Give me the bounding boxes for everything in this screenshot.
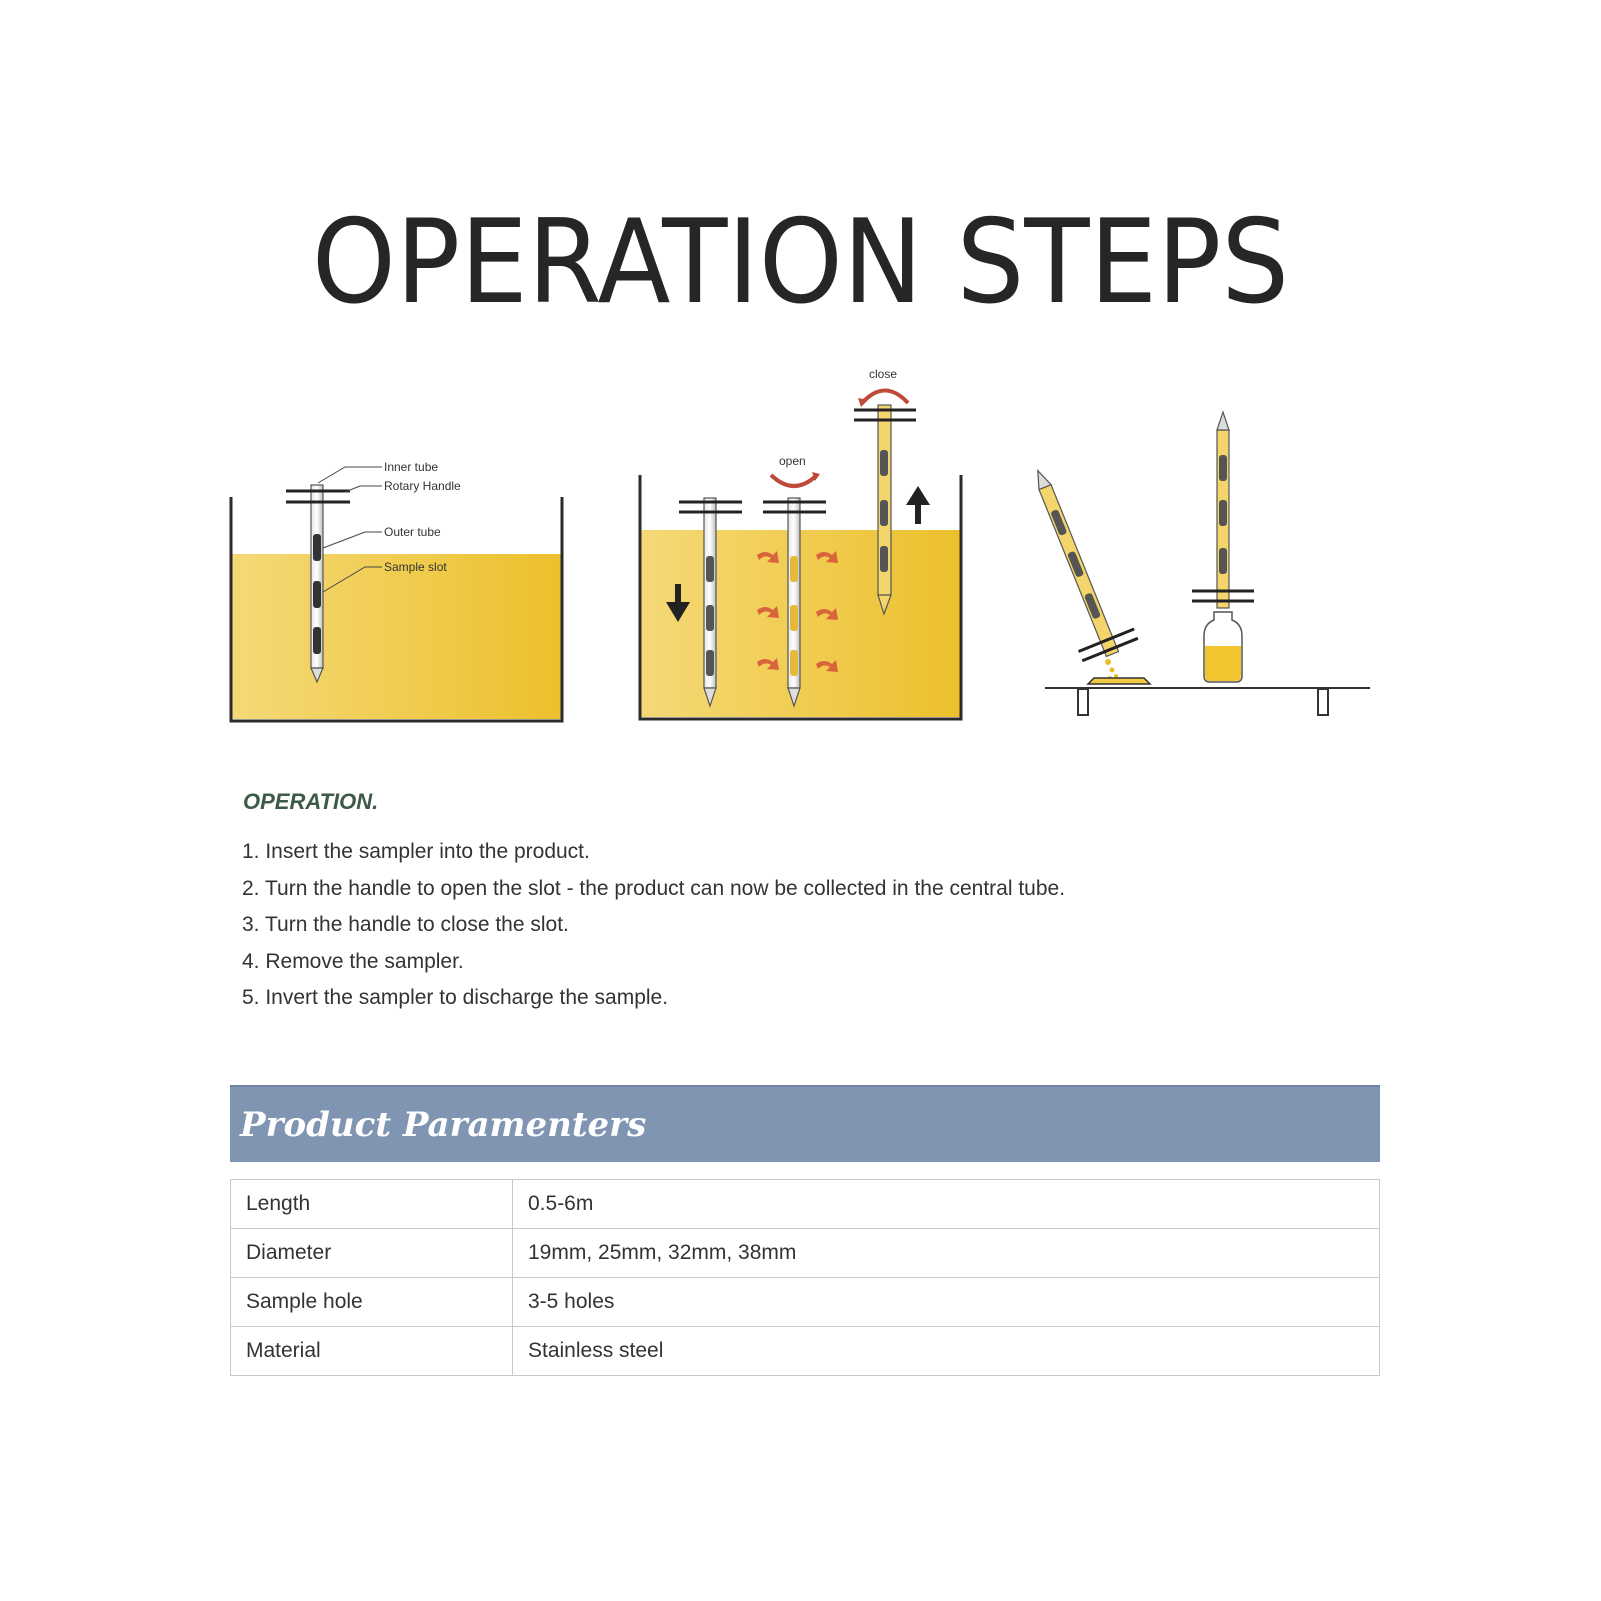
step-item: 1. Insert the sampler into the product. — [242, 840, 590, 863]
close-label: close — [869, 367, 898, 381]
param-key: Length — [231, 1180, 513, 1229]
panel-3-discharge — [1010, 412, 1370, 715]
param-key: Diameter — [231, 1229, 513, 1278]
callout-sample-slot: Sample slot — [384, 560, 447, 574]
step-item: 2. Turn the handle to open the slot - the product can now be collected in the central tube. — [242, 876, 1066, 900]
callout-rotary-handle: Rotary Handle — [384, 479, 461, 493]
table-row — [231, 1229, 1380, 1278]
up-arrow-icon — [906, 486, 930, 524]
operation-heading: OPERATION. — [243, 789, 379, 814]
sampler-probe-vertical — [1192, 412, 1254, 608]
open-rotation-icon — [771, 475, 817, 486]
step-item: 3. Turn the handle to close the slot. — [242, 913, 569, 936]
table-row — [231, 1180, 1380, 1229]
params-table — [230, 1179, 1380, 1376]
panel-1-insert — [231, 460, 562, 721]
param-key: Sample hole — [231, 1278, 513, 1327]
sample-bottle — [1204, 612, 1242, 682]
param-key: Material — [231, 1327, 513, 1376]
table-row — [231, 1327, 1380, 1376]
sample-tray — [1088, 678, 1150, 684]
open-label: open — [779, 454, 806, 468]
liquid-fill — [231, 554, 562, 719]
param-value: 0.5-6m — [513, 1180, 1380, 1229]
panel-2-collect — [640, 367, 961, 719]
operation-diagram — [0, 0, 1601, 760]
step-item: 5. Invert the sampler to discharge the sample. — [242, 986, 669, 1009]
callout-outer-tube: Outer tube — [384, 525, 441, 539]
step-item: 4. Remove the sampler. — [242, 949, 464, 973]
params-heading: Product Paramenters — [240, 1105, 647, 1145]
page-title: OPERATION STEPS — [311, 195, 1290, 330]
table-row — [231, 1278, 1380, 1327]
sampler-probe-tilted — [1010, 459, 1140, 665]
callout-inner-tube: Inner tube — [384, 460, 439, 474]
param-value: Stainless steel — [513, 1327, 1380, 1376]
param-value: 3-5 holes — [513, 1278, 1380, 1327]
operation-steps-list — [242, 834, 1065, 1017]
close-rotation-icon — [862, 391, 908, 404]
param-value: 19mm, 25mm, 32mm, 38mm — [513, 1229, 1380, 1278]
discharge-stream — [1105, 659, 1118, 680]
params-header — [230, 1085, 1380, 1162]
